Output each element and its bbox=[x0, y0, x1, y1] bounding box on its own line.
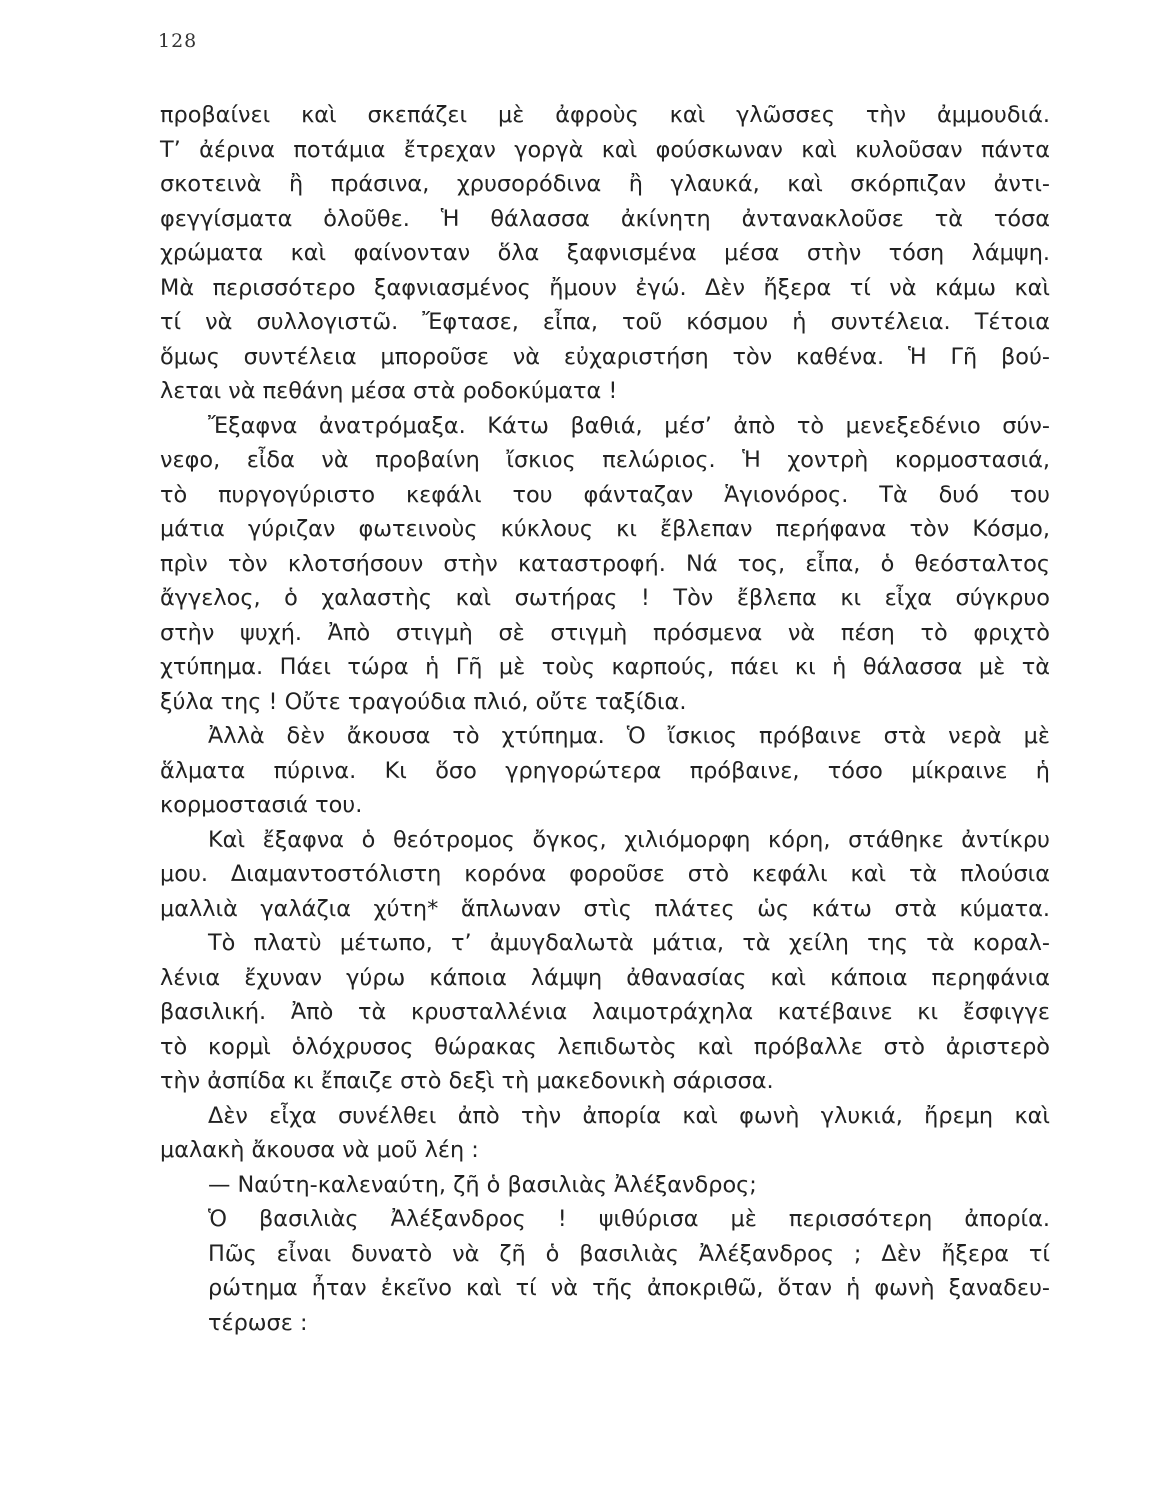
text-line: ὅμως συντέλεια μποροῦσε νὰ εὐχαριστήση τὸν καθένα. Ἡ Γῆ βού- bbox=[160, 343, 1050, 370]
text-line: ἄγγελος, ὁ χαλαστὴς καὶ σωτήρας ! Τὸν ἔβλεπα κι εἶχα σύγκρυο bbox=[160, 585, 1050, 611]
text-line: ρώτημα ἦταν ἐκεῖνο καὶ τί νὰ τῆς ἀποκριθῶ, ὅταν ἡ φωνὴ ξαναδευ- bbox=[208, 1275, 1050, 1301]
text-line: χτύπημα. Πάει τώρα ἡ Γῆ μὲ τοὺς καρπούς, πάει κι ἡ θάλασσα μὲ τὰ bbox=[160, 654, 1050, 680]
text-line: σκοτεινὰ ἢ πράσινα, χρυσορόδινα ἢ γλαυκά, καὶ σκόρπιζαν ἀντι- bbox=[160, 171, 1050, 197]
text-line: χρώματα καὶ φαίνονταν ὅλα ξαφνισμένα μέσα στὴν τόση λάμψη. bbox=[160, 240, 1050, 266]
text-line: τὸ πυργογύριστο κεφάλι του φάνταζαν Ἁγιονόρος. Τὰ δυό του bbox=[160, 481, 1050, 508]
text-line: μαλλιὰ γαλάζια χύτη* ἅπλωναν στὶς πλάτες ὡς κάτω στὰ κύματα. bbox=[160, 895, 1050, 922]
text-line: κορμοστασιά του. bbox=[160, 792, 363, 818]
text-line: μου. Διαμαντοστόλιστη κορόνα φοροῦσε στὸ κεφάλι καὶ τὰ πλούσια bbox=[160, 861, 1050, 887]
text-line: ἅλματα πύρινα. Κι ὅσο γρηγορώτερα πρόβαινε, τόσο μίκραινε ἡ bbox=[160, 757, 1050, 784]
text-line: Ἀλλὰ δὲν ἄκουσα τὸ χτύπημα. Ὁ ἴσκιος πρόβαινε στὰ νερὰ μὲ bbox=[208, 723, 1050, 749]
text-line: βασιλική. Ἀπὸ τὰ κρυσταλλένια λαιμοτράχηλα κατέβαινε κι ἔσφιγγε bbox=[160, 999, 1050, 1025]
text-line: Ὁ βασιλιὰς Ἀλέξανδρος ! ψιθύρισα μὲ περισσότερη ἀπορία. bbox=[208, 1206, 1050, 1232]
text-line: λεται νὰ πεθάνη μέσα στὰ ροδοκύματα ! bbox=[160, 378, 618, 404]
page-number: 128 bbox=[158, 30, 198, 52]
text-line: — Ναύτη-καλεναύτη, ζῆ ὁ βασιλιὰς Ἀλέξανδρος; bbox=[208, 1171, 757, 1198]
text-line: μάτια γύριζαν φωτεινοὺς κύκλους κι ἔβλεπαν περήφανα τὸν Κόσμο, bbox=[160, 516, 1050, 542]
text-line: πρὶν τὸν κλοτσήσουν στὴν καταστροφή. Νά τος, εἶπα, ὁ θεόσταλτος bbox=[160, 550, 1050, 577]
text-line: φεγγίσματα ὁλοῦθε. Ἡ θάλασσα ἀκίνητη ἀντανακλοῦσε τὰ τόσα bbox=[160, 205, 1050, 232]
text-line: νεφο, εἶδα νὰ προβαίνη ἴσκιος πελώριος. Ἡ χοντρὴ κορμοστασιά, bbox=[160, 447, 1050, 473]
text-line: Τὸ πλατὺ μέτωπο, τ’ ἀμυγδαλωτὰ μάτια, τὰ χείλη της τὰ κοραλ- bbox=[208, 930, 1050, 956]
text-line: τὴν ἀσπίδα κι ἔπαιζε στὸ δεξὶ τὴ μακεδονικὴ σάρισσα. bbox=[160, 1068, 774, 1094]
body-text bbox=[160, 98, 1050, 1340]
text-line: τέρωσε : bbox=[208, 1309, 308, 1336]
text-line: λένια ἔχυναν γύρω κάποια λάμψη ἀθανασίας καὶ κάποια περηφάνια bbox=[160, 964, 1050, 991]
text-line: τί νὰ συλλογιστῶ. Ἔφτασε, εἶπα, τοῦ κόσμου ἡ συντέλεια. Τέτοια bbox=[160, 309, 1050, 335]
text-line: Πῶς εἶναι δυνατὸ νὰ ζῆ ὁ βασιλιὰς Ἀλέξανδρος ; Δὲν ἤξερα τί bbox=[208, 1240, 1050, 1267]
text-line: τὸ κορμὶ ὁλόχρυσος θώρακας λεπιδωτὸς καὶ πρόβαλλε στὸ ἀριστερὸ bbox=[160, 1033, 1050, 1060]
text-line: στὴν ψυχή. Ἀπὸ στιγμὴ σὲ στιγμὴ πρόσμενα νὰ πέση τὸ φριχτὸ bbox=[160, 619, 1050, 646]
text-line: μαλακὴ ἄκουσα νὰ μοῦ λέη : bbox=[160, 1137, 479, 1163]
text-line: ξύλα της ! Οὔτε τραγούδια πλιό, οὔτε ταξίδια. bbox=[160, 688, 687, 715]
text-line: Τ’ ἀέρινα ποτάμια ἔτρεχαν γοργὰ καὶ φούσκωναν καὶ κυλοῦσαν πάντα bbox=[160, 136, 1050, 163]
text-line: προβαίνει καὶ σκεπάζει μὲ ἀφροὺς καὶ γλῶσσες τὴν ἀμμουδιά. bbox=[160, 102, 1050, 128]
text-line: Μὰ περισσότερο ξαφνιασμένος ἤμουν ἐγώ. Δὲν ἤξερα τί νὰ κάμω καὶ bbox=[160, 274, 1050, 301]
text-line: Δὲν εἶχα συνέλθει ἀπὸ τὴν ἀπορία καὶ φωνὴ γλυκιά, ἤρεμη καὶ bbox=[208, 1102, 1050, 1129]
text-line: Καὶ ἔξαφνα ὁ θεότρομος ὄγκος, χιλιόμορφη κόρη, στάθηκε ἀντίκρυ bbox=[208, 826, 1050, 853]
text-line: Ἔξαφνα ἀνατρόμαξα. Κάτω βαθιά, μέσ’ ἀπὸ τὸ μενεξεδένιο σύν- bbox=[208, 412, 1050, 439]
